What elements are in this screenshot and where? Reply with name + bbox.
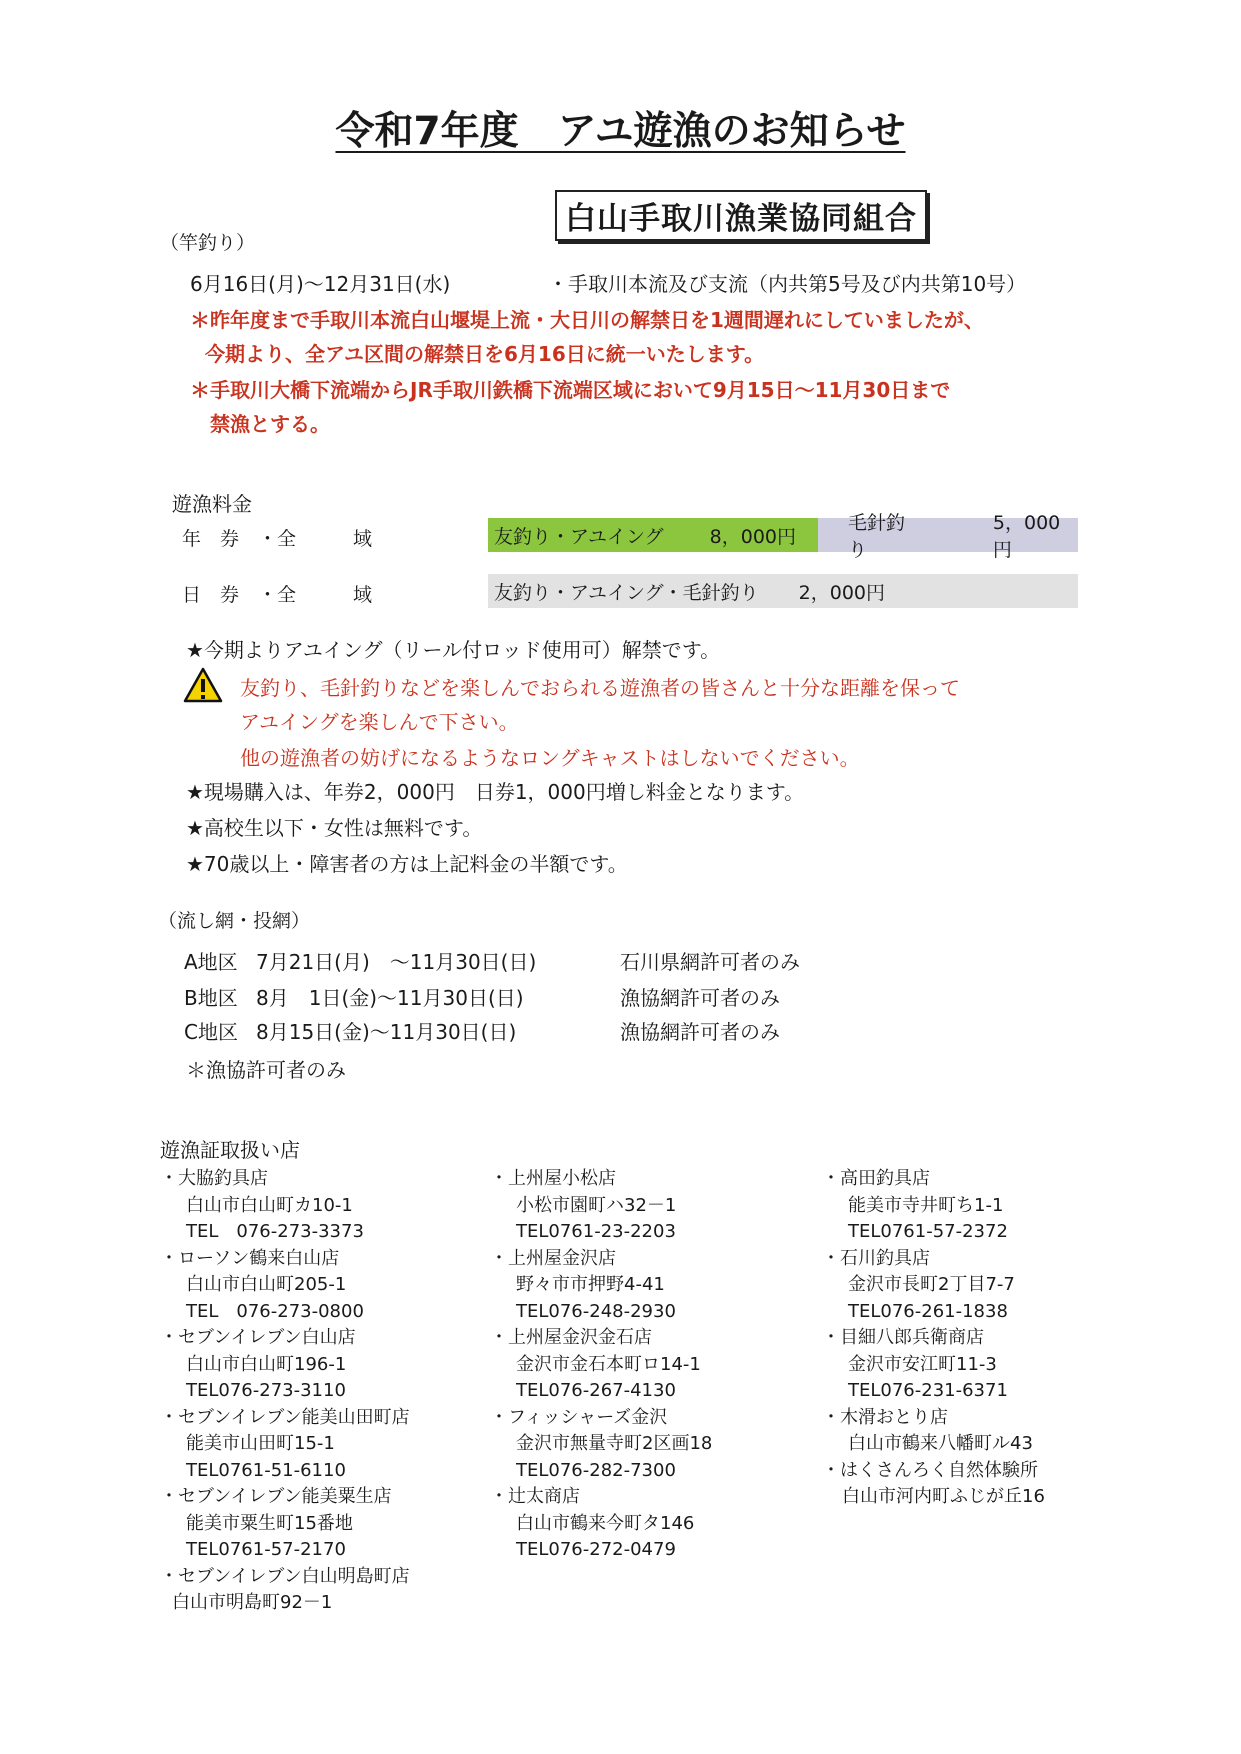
warning-icon bbox=[183, 667, 223, 703]
shop-tel: TEL076-282-7300 bbox=[516, 1459, 676, 1481]
shop-tel: TEL076-261-1838 bbox=[848, 1300, 1008, 1322]
shops-heading: 遊漁証取扱い店 bbox=[160, 1138, 300, 1162]
ayuing-note: ★今期よりアユイング（リール付ロッド使用可）解禁です。 bbox=[186, 638, 721, 662]
shop-address: 小松市園町ハ32－1 bbox=[516, 1194, 677, 1216]
shop-name: ・高田釣具店 bbox=[822, 1168, 930, 1189]
daily-band bbox=[488, 574, 1078, 608]
net-row-a-who: 石川県網許可者のみ bbox=[620, 950, 800, 974]
rod-note1-line2: 今期より、全アユ区間の解禁日を6月16日に統一いたします。 bbox=[205, 342, 765, 366]
shop-address: 能美市粟生町15番地 bbox=[186, 1512, 353, 1534]
shop-tel: TEL076-273-3110 bbox=[186, 1380, 346, 1401]
free-note: ★高校生以下・女性は無料です。 bbox=[186, 816, 483, 840]
organization-name: 白山手取川漁業協同組合 bbox=[555, 190, 927, 241]
shop-name: ・フィッシャーズ金沢 bbox=[490, 1406, 668, 1428]
annual-fly-label: 毛針釣り bbox=[848, 512, 906, 561]
shop-name: ・セブンイレブン能美粟生店 bbox=[160, 1486, 392, 1507]
shop-name: ・ローソン鶴来白山店 bbox=[160, 1247, 340, 1269]
shop-address: 白山市白山町196-1 bbox=[186, 1353, 347, 1375]
shop-name: ・上州屋金沢金石店 bbox=[490, 1327, 652, 1348]
shop-tel: TEL076-231-6371 bbox=[848, 1380, 1008, 1401]
rod-area: ・手取川本流及び支流（内共第5号及び内共第10号） bbox=[548, 272, 1027, 296]
nets-heading: （流し網・投網） bbox=[158, 910, 311, 932]
shop-name: ・石川釣具店 bbox=[822, 1247, 930, 1269]
page-title: 令和7年度 アユ遊漁のお知らせ bbox=[335, 109, 906, 154]
shop-tel: TEL0761-57-2372 bbox=[848, 1221, 1008, 1242]
shop-name: ・木滑おとり店 bbox=[822, 1406, 948, 1428]
shop-address: 白山市白山町205-1 bbox=[186, 1274, 347, 1295]
annual-fly-band bbox=[818, 512, 1078, 561]
shop-name: ・上州屋金沢店 bbox=[490, 1247, 616, 1269]
shop-address: 能美市山田町15-1 bbox=[186, 1433, 335, 1454]
shop-address: 白山市河内町ふじが丘16 bbox=[842, 1486, 1045, 1507]
annual-fish-label: 友釣り・アユイング bbox=[494, 525, 664, 548]
shop-tel: TEL076-267-4130 bbox=[516, 1380, 676, 1401]
shop-name: ・セブンイレブン能美山田町店 bbox=[160, 1406, 410, 1428]
net-row-c-area: C地区 bbox=[184, 1020, 238, 1044]
shop-name: ・辻太商店 bbox=[490, 1486, 580, 1507]
half-note: ★70歳以上・障害者の方は上記料金の半額です。 bbox=[186, 852, 628, 876]
warning-line3: 他の遊漁者の妨げになるようなロングキャストはしないでください。 bbox=[240, 746, 860, 770]
warning-line2: アユイングを楽しんで下さい。 bbox=[240, 710, 519, 734]
daily-price: 2，000円 bbox=[798, 581, 886, 604]
rod-period: 6月16日(月)～12月31日(水) bbox=[190, 272, 451, 296]
shop-address: 白山市明島町92－1 bbox=[172, 1592, 333, 1613]
rod-note2-line2: 禁漁とする。 bbox=[210, 412, 330, 436]
shop-tel: TEL0761-51-6110 bbox=[186, 1459, 346, 1481]
shop-address: 金沢市長町2丁目7-7 bbox=[848, 1274, 1015, 1295]
rod-note1-line1: ＊昨年度まで手取川本流白山堰堤上流・大日川の解禁日を1週間遅れにしていましたが、 bbox=[190, 308, 984, 332]
net-row-a-period: 7月21日(月) ～11月30日(日) bbox=[256, 950, 537, 974]
net-row-a-area: A地区 bbox=[184, 950, 238, 974]
shop-tel: TEL0761-57-2170 bbox=[186, 1539, 346, 1560]
daily-ticket-label: 日 券 ・全 域 bbox=[182, 584, 373, 606]
nets-note: ＊漁協許可者のみ bbox=[186, 1058, 346, 1082]
shop-address: 白山市鶴来今町タ146 bbox=[516, 1512, 695, 1534]
shop-name: ・目細八郎兵衛商店 bbox=[822, 1327, 984, 1348]
shop-tel: TEL0761-23-2203 bbox=[516, 1221, 676, 1242]
fees-heading: 遊漁料金 bbox=[172, 492, 252, 516]
onsite-note: ★現場購入は、年券2，000円 日券1，000円増し料金となります。 bbox=[186, 780, 805, 804]
rod-heading: （竿釣り） bbox=[160, 232, 256, 254]
shop-address: 白山市白山町カ10-1 bbox=[186, 1194, 353, 1216]
rod-note2-line1: ＊手取川大橋下流端からJR手取川鉄橋下流端区域において9月15日～11月30日まで bbox=[190, 378, 951, 402]
net-row-b-period: 8月 1日(金)～11月30日(日) bbox=[256, 986, 524, 1010]
shop-tel: TEL076-272-0479 bbox=[516, 1539, 676, 1560]
shop-tel: TEL 076-273-0800 bbox=[186, 1300, 364, 1322]
shop-address: 金沢市金石本町ロ14-1 bbox=[516, 1353, 701, 1375]
annual-ticket-label: 年 券 ・全 域 bbox=[182, 528, 373, 550]
daily-fish-label: 友釣り・アユイング・毛針釣り bbox=[494, 581, 759, 604]
shop-tel: TEL076-248-2930 bbox=[516, 1300, 676, 1322]
shop-tel: TEL 076-273-3373 bbox=[186, 1221, 364, 1242]
net-row-b-who: 漁協網許可者のみ bbox=[620, 986, 780, 1010]
net-row-b-area: B地区 bbox=[184, 986, 238, 1010]
shop-address: 白山市鶴来八幡町ル43 bbox=[848, 1433, 1033, 1454]
net-row-c-who: 漁協網許可者のみ bbox=[620, 1020, 780, 1044]
shop-name: ・大脇釣具店 bbox=[160, 1168, 268, 1189]
annual-fish-price: 8，000円 bbox=[709, 525, 797, 548]
warning-line1: 友釣り、毛針釣りなどを楽しんでおられる遊漁者の皆さんと十分な距離を保って bbox=[240, 676, 960, 700]
shop-name: ・はくさんろく自然体験所 bbox=[822, 1459, 1038, 1481]
shop-column-3 bbox=[822, 1166, 1182, 1511]
shop-address: 野々市市押野4-41 bbox=[516, 1274, 665, 1295]
shop-name: ・上州屋小松店 bbox=[490, 1168, 616, 1189]
shop-column-1 bbox=[160, 1166, 490, 1617]
net-row-c-period: 8月15日(金)～11月30日(日) bbox=[256, 1020, 517, 1044]
annual-fly-price: 5，000円 bbox=[992, 512, 1061, 561]
shop-column-2 bbox=[490, 1166, 820, 1564]
shop-address: 金沢市安江町11-3 bbox=[848, 1353, 997, 1375]
shop-address: 能美市寺井町ち1-1 bbox=[848, 1194, 1004, 1216]
annual-fish-band bbox=[488, 518, 818, 552]
shop-name: ・セブンイレブン白山店 bbox=[160, 1327, 356, 1348]
shop-address: 金沢市無量寺町2区画18 bbox=[516, 1433, 713, 1454]
shop-name: ・セブンイレブン白山明島町店 bbox=[160, 1565, 410, 1587]
